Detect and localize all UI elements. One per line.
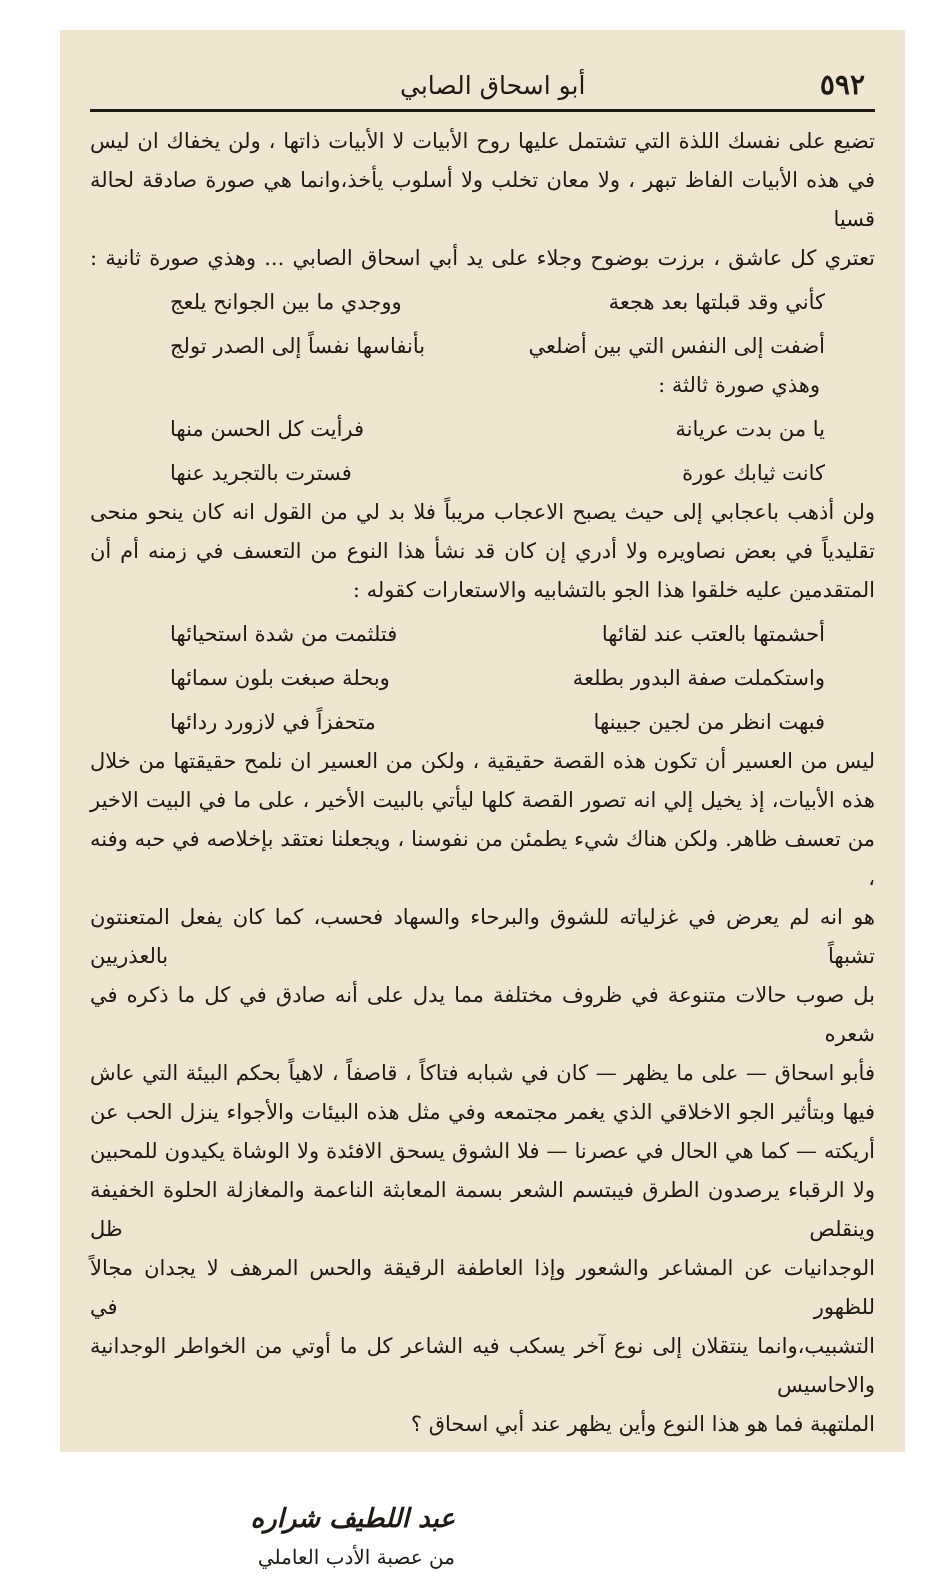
verse-second-hemistich: بأنفاسها نفساً إلى الصدر تولج <box>170 334 426 358</box>
verse-first-hemistich: كأني وقد قبلتها بعد هجعة <box>608 290 825 314</box>
paragraph-3 <box>90 742 875 1054</box>
verse-line <box>170 453 825 493</box>
poem-2 <box>90 409 875 493</box>
author-name: عبد اللطيف شراره <box>250 1504 455 1534</box>
text-line: أريكته — كما هي الحال في عصرنا — فلا الشوق يسحق الافئدة ولا الوشاة يكيدون للمحبين <box>90 1139 875 1163</box>
verse-first-hemistich: يا من بدت عريانة <box>675 417 825 441</box>
text-line: تقليدياً في بعض نصاويره ولا أدري إن كان قد نشأ هذا النوع من التعسف في زمنه أم أن <box>90 539 875 563</box>
section-intro: وهذي صورة ثالثة : <box>658 373 820 397</box>
verse-first-hemistich: فبهت انظر من لجين جبينها <box>593 710 825 734</box>
verse-line <box>170 326 825 366</box>
text-line: الوجدانيات عن المشاعر والشعور وإذا العاطفة الرقيقة والحس المرهف لا يجدان مجالاً للظهور في <box>90 1256 875 1319</box>
running-title: أبو اسحاق الصابي <box>400 71 586 100</box>
verse-second-hemistich: ووجدي ما بين الجوانح يلعج <box>170 290 402 314</box>
verse-line <box>170 409 825 449</box>
text-line: فيها وبتأثير الجو الاخلاقي الذي يغمر مجتمعه وفي مثل هذه البيئات والأجواء ينزل الحب عن <box>90 1100 875 1124</box>
text-line: ولا الرقباء يرصدون الطرق فيبتسم الشعر بسمة المعابثة الناعمة والمغازلة الحلوة الخفيفة وينقلص ظل <box>90 1178 875 1241</box>
verse-line <box>170 614 825 654</box>
page-number: ٥٩٢ <box>819 68 865 101</box>
text-line: هذه الأبيات، إذ يخيل إلي انه تصور القصة كلها ليأتي بالبيت الأخير ، على ما في البيت الاخير <box>90 788 875 812</box>
verse-line <box>170 702 825 742</box>
poem-1 <box>90 282 875 366</box>
verse-second-hemistich: فرأيت كل الحسن منها <box>170 417 365 441</box>
text-line: ولن أذهب باعجابي إلى حيث يصبح الاعجاب مريباً فلا بد لي من القول انه كان ينحو منحى <box>90 500 875 524</box>
verse-first-hemistich: كانت ثيابك عورة <box>682 461 825 485</box>
text-line: ليس من العسير أن تكون هذه القصة حقيقية ، ولكن من العسير ان نلمح حقيقتها من خلال <box>90 749 875 773</box>
paragraph-4 <box>90 1054 875 1444</box>
paragraph-2 <box>90 493 875 610</box>
text-line: من تعسف ظاهر. ولكن هناك شيء يطمئن من نفوسنا ، ويجعلنا نعتقد بإخلاصه في حبه وفنه ، <box>90 827 875 890</box>
verse-second-hemistich: متحفزاً في لازورد ردائها <box>170 710 376 734</box>
author-affiliation: من عصبة الأدب العاملي <box>257 1545 455 1569</box>
verse-line <box>170 282 825 322</box>
text-line: هو انه لم يعرض في غزلياته للشوق والبرحاء والسهاد فحسب، كما كان يفعل المتعنتون تشبهاً بالعذريين <box>90 905 875 968</box>
paragraph-1 <box>90 122 875 278</box>
verse-second-hemistich: فسترت بالتجريد عنها <box>170 461 352 485</box>
text-line: في هذه الأبيات الفاظ تبهر ، ولا معان تخلب ولا أسلوب يأخذ،وانما هي صورة صادقة لحالة قسيا <box>90 168 875 231</box>
verse-line <box>170 658 825 698</box>
author-signature <box>90 1499 455 1575</box>
verse-first-hemistich: أحشمتها بالعتب عند لقائها <box>601 622 825 646</box>
verse-second-hemistich: وبحلة صبغت بلون سمائها <box>170 666 390 690</box>
text-line: التشبيب،وانما ينتقلان إلى نوع آخر يسكب فيه الشاعر كل ما أوتي من الخواطر الوجدانية والاحاسيس <box>90 1334 875 1397</box>
text-line: تضيع على نفسك اللذة التي تشتمل عليها روح الأبيات لا الأبيات ذاتها ، ولن يخفاك ان ليس <box>90 129 875 153</box>
poem-3 <box>90 614 875 742</box>
text-line: بل صوب حالات متنوعة في ظروف مختلفة مما يدل على أنه صادق في كل ما ذكره في شعره <box>90 983 875 1046</box>
text-line: المتقدمين عليه خلقوا هذا الجو بالتشابيه والاستعارات كقوله : <box>352 578 875 602</box>
text-line: الملتهبة فما هو هذا النوع وأين يظهر عند أبي اسحاق ؟ <box>410 1412 875 1436</box>
verse-second-hemistich: فتلثمت من شدة استحيائها <box>170 622 398 646</box>
header-rule <box>90 109 875 112</box>
verse-first-hemistich: أضفت إلى النفس التي بين أضلعي <box>528 334 825 358</box>
text-line: تعتري كل عاشق ، برزت بوضوح وجلاء على يد أبي اسحاق الصابي ... وهذي صورة ثانية : <box>90 246 875 270</box>
page-header <box>90 68 875 109</box>
verse-first-hemistich: واستكملت صفة البدور بطلعة <box>572 666 825 690</box>
text-line: فأبو اسحاق — على ما يظهر — كان في شبابه فتاكاً ، قاصفاً ، لاهياً بحكم البيئة التي عاش <box>90 1061 875 1085</box>
book-page <box>60 30 905 1569</box>
